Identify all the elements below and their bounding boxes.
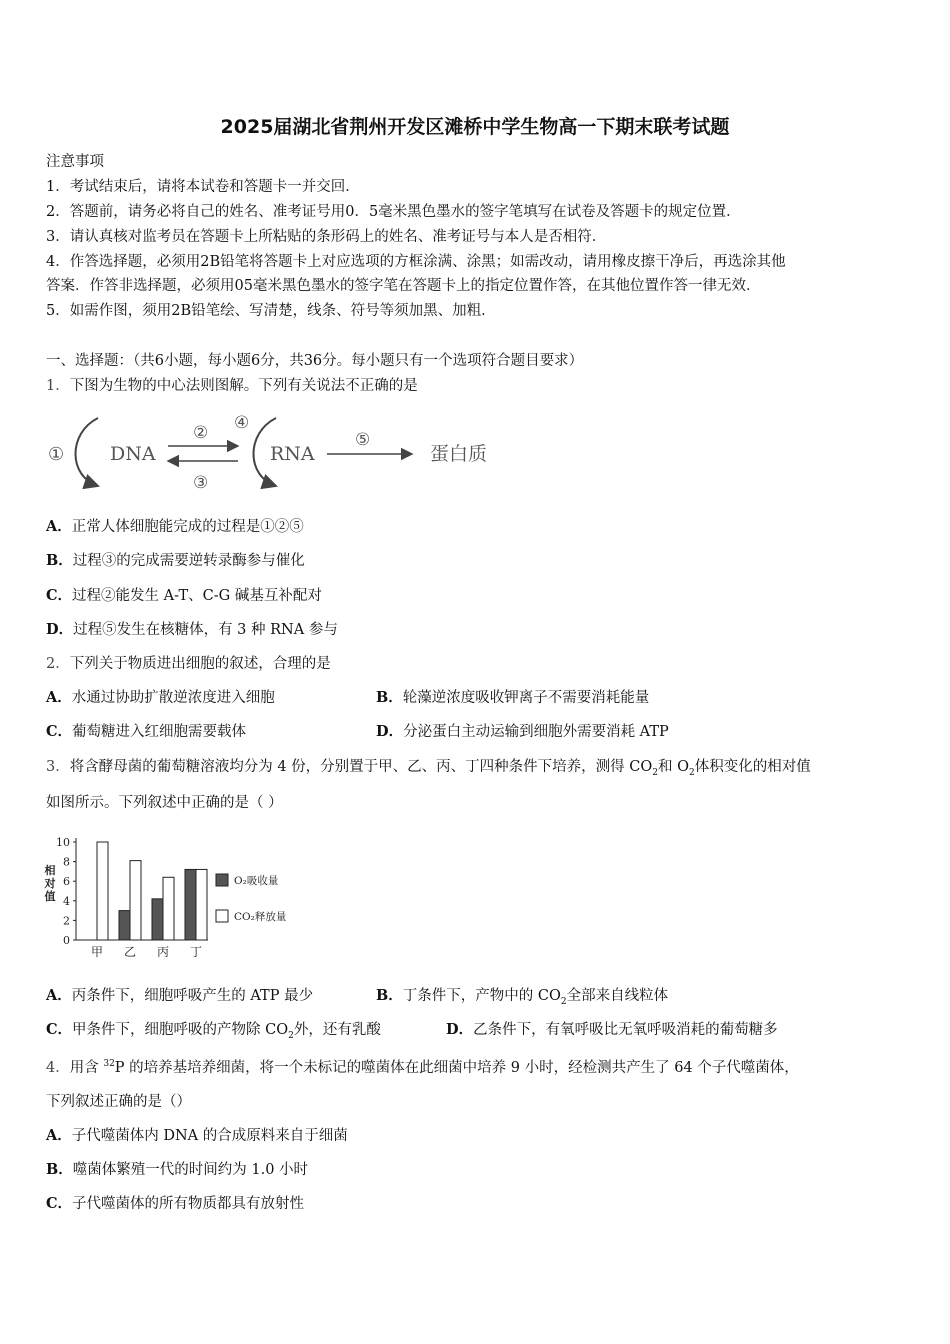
question-4-stem: 4．用含 $^{32}$P 的培养基培养细菌，将一个未标记的噬菌体在此细菌中培养 9 小时，经检测共产生了 64 个子代噬菌体， bbox=[46, 1059, 799, 1076]
question-text: 下图为生物的中心法则图解。下列有关说法不正确的是 bbox=[69, 378, 418, 394]
option[interactable]: D．分泌蛋白主动运输到细胞外需要消耗 ATP bbox=[376, 723, 669, 740]
notice-item: 2．答题前，请务必将自己的姓名、准考证号用0．5毫米黑色墨水的签字笔填写在试卷及答题卡的规定位置． bbox=[46, 204, 741, 220]
section-heading: 一、选择题：（共6小题，每小题6分，共36分。每小题只有一个选项符合题目要求） bbox=[46, 353, 584, 369]
process-4-label: ④ bbox=[234, 413, 250, 433]
notice-item: 1．考试结束后，请将本试卷和答题卡一并交回． bbox=[46, 179, 360, 195]
option[interactable]: A．水通过协助扩散逆浓度进入细胞 bbox=[46, 689, 275, 706]
y-axis-label: 值 bbox=[44, 890, 56, 903]
question-number: 1． bbox=[46, 378, 70, 394]
option[interactable]: D．乙条件下，有氧呼吸比无氧呼吸消耗的葡萄糖多 bbox=[446, 1021, 778, 1038]
question-3-stem: 3．将含酵母菌的葡萄糖溶液均分为 4 份，分别置于甲、乙、丙、丁四种条件下培养，测得 $CO_2$和 $O_2$体积变化的相对值 bbox=[46, 759, 811, 778]
notice-item: 答案．作答非选择题，必须用05毫米黑色墨水的签字笔在答题卡上的指定位置作答，在其他位置作答一律无效． bbox=[46, 278, 761, 294]
y-tick-label: 0 bbox=[63, 934, 70, 947]
process-1-label: ① bbox=[48, 444, 65, 465]
x-tick-label: 丙 bbox=[156, 945, 170, 959]
dna-label: DNA bbox=[110, 443, 156, 465]
x-tick-label: 乙 bbox=[123, 945, 137, 959]
option[interactable]: A．丙条件下，细胞呼吸产生的 ATP 最少 bbox=[46, 987, 314, 1004]
bar-co2 bbox=[196, 869, 207, 940]
notice-item: 5．如需作图，须用2B铅笔绘、写清楚，线条、符号等须加黑、加粗． bbox=[46, 303, 496, 319]
respiration-bar-chart bbox=[40, 828, 310, 966]
y-tick-label: 8 bbox=[63, 855, 70, 869]
y-tick-label: 4 bbox=[63, 894, 70, 908]
option[interactable]: C．过程②能发生 A-T、C-G 碱基互补配对 bbox=[46, 587, 322, 604]
option[interactable]: A．子代噬菌体内 DNA 的合成原料来自于细菌 bbox=[46, 1127, 348, 1144]
option[interactable]: C．甲条件下，细胞呼吸的产物除 $CO_2$外，还有乳酸 bbox=[46, 1021, 381, 1041]
option[interactable]: B．轮藻逆浓度吸收钾离子不需要消耗能量 bbox=[376, 689, 650, 706]
bar-co2 bbox=[163, 877, 174, 940]
option[interactable]: B．丁条件下，产物中的 $CO_2$全部来自线粒体 bbox=[376, 987, 669, 1007]
process-3-label: ③ bbox=[193, 473, 209, 493]
x-tick-label: 甲 bbox=[90, 945, 104, 959]
option[interactable]: A．正常人体细胞能完成的过程是①②⑤ bbox=[46, 518, 304, 535]
bar-o2 bbox=[185, 869, 196, 940]
option[interactable]: C．子代噬菌体的所有物质都具有放射性 bbox=[46, 1195, 305, 1212]
question-4-stem-2: 下列叙述正确的是（） bbox=[46, 1094, 191, 1110]
legend-swatch bbox=[216, 874, 228, 886]
notice-heading: 注意事项 bbox=[46, 154, 104, 170]
protein-label: 蛋白质 bbox=[430, 443, 488, 465]
y-tick-label: 10 bbox=[56, 836, 70, 849]
y-axis-label: 对 bbox=[44, 877, 56, 890]
option[interactable]: D．过程⑤发生在核糖体，有 3 种 RNA 参与 bbox=[46, 621, 338, 638]
bar-co2 bbox=[130, 861, 141, 940]
bar-o2 bbox=[119, 911, 130, 940]
option[interactable]: B．噬菌体繁殖一代的时间约为 1.0 小时 bbox=[46, 1161, 309, 1178]
notice-item: 4．作答选择题，必须用2B铅笔将答题卡上对应选项的方框涂满、涂黑；如需改动，请用橡皮擦干净后，再选涂其他 bbox=[46, 254, 786, 270]
y-tick-label: 2 bbox=[63, 914, 70, 928]
y-tick-label: 6 bbox=[63, 875, 70, 889]
notice-item: 3．请认真核对监考员在答题卡上所粘贴的条形码上的姓名、准考证号与本人是否相符． bbox=[46, 229, 607, 245]
page-title: 2025届湖北省荆州开发区滩桥中学生物高一下期末联考试题 bbox=[220, 116, 730, 138]
replication-arrow bbox=[76, 418, 99, 486]
legend-swatch bbox=[216, 910, 228, 922]
rna-label: RNA bbox=[270, 443, 315, 465]
option[interactable]: C．葡萄糖进入红细胞需要载体 bbox=[46, 723, 247, 740]
question-3-stem-2: 如图所示。下列叙述中正确的是（ ） bbox=[46, 795, 283, 811]
legend-label: CO₂释放量 bbox=[234, 911, 287, 923]
option[interactable]: B．过程③的完成需要逆转录酶参与催化 bbox=[46, 552, 305, 569]
process-2-label: ② bbox=[193, 423, 209, 443]
x-tick-label: 丁 bbox=[189, 945, 203, 959]
process-5-label: ⑤ bbox=[355, 430, 371, 450]
y-axis-label: 相 bbox=[44, 864, 56, 877]
question-1-stem bbox=[46, 376, 418, 396]
bar-co2 bbox=[97, 842, 108, 940]
central-dogma-diagram bbox=[40, 408, 510, 498]
question-2-stem: 2．下列关于物质进出细胞的叙述，合理的是 bbox=[46, 656, 331, 672]
bar-o2 bbox=[152, 899, 163, 940]
legend-label: O₂吸收量 bbox=[234, 875, 279, 887]
